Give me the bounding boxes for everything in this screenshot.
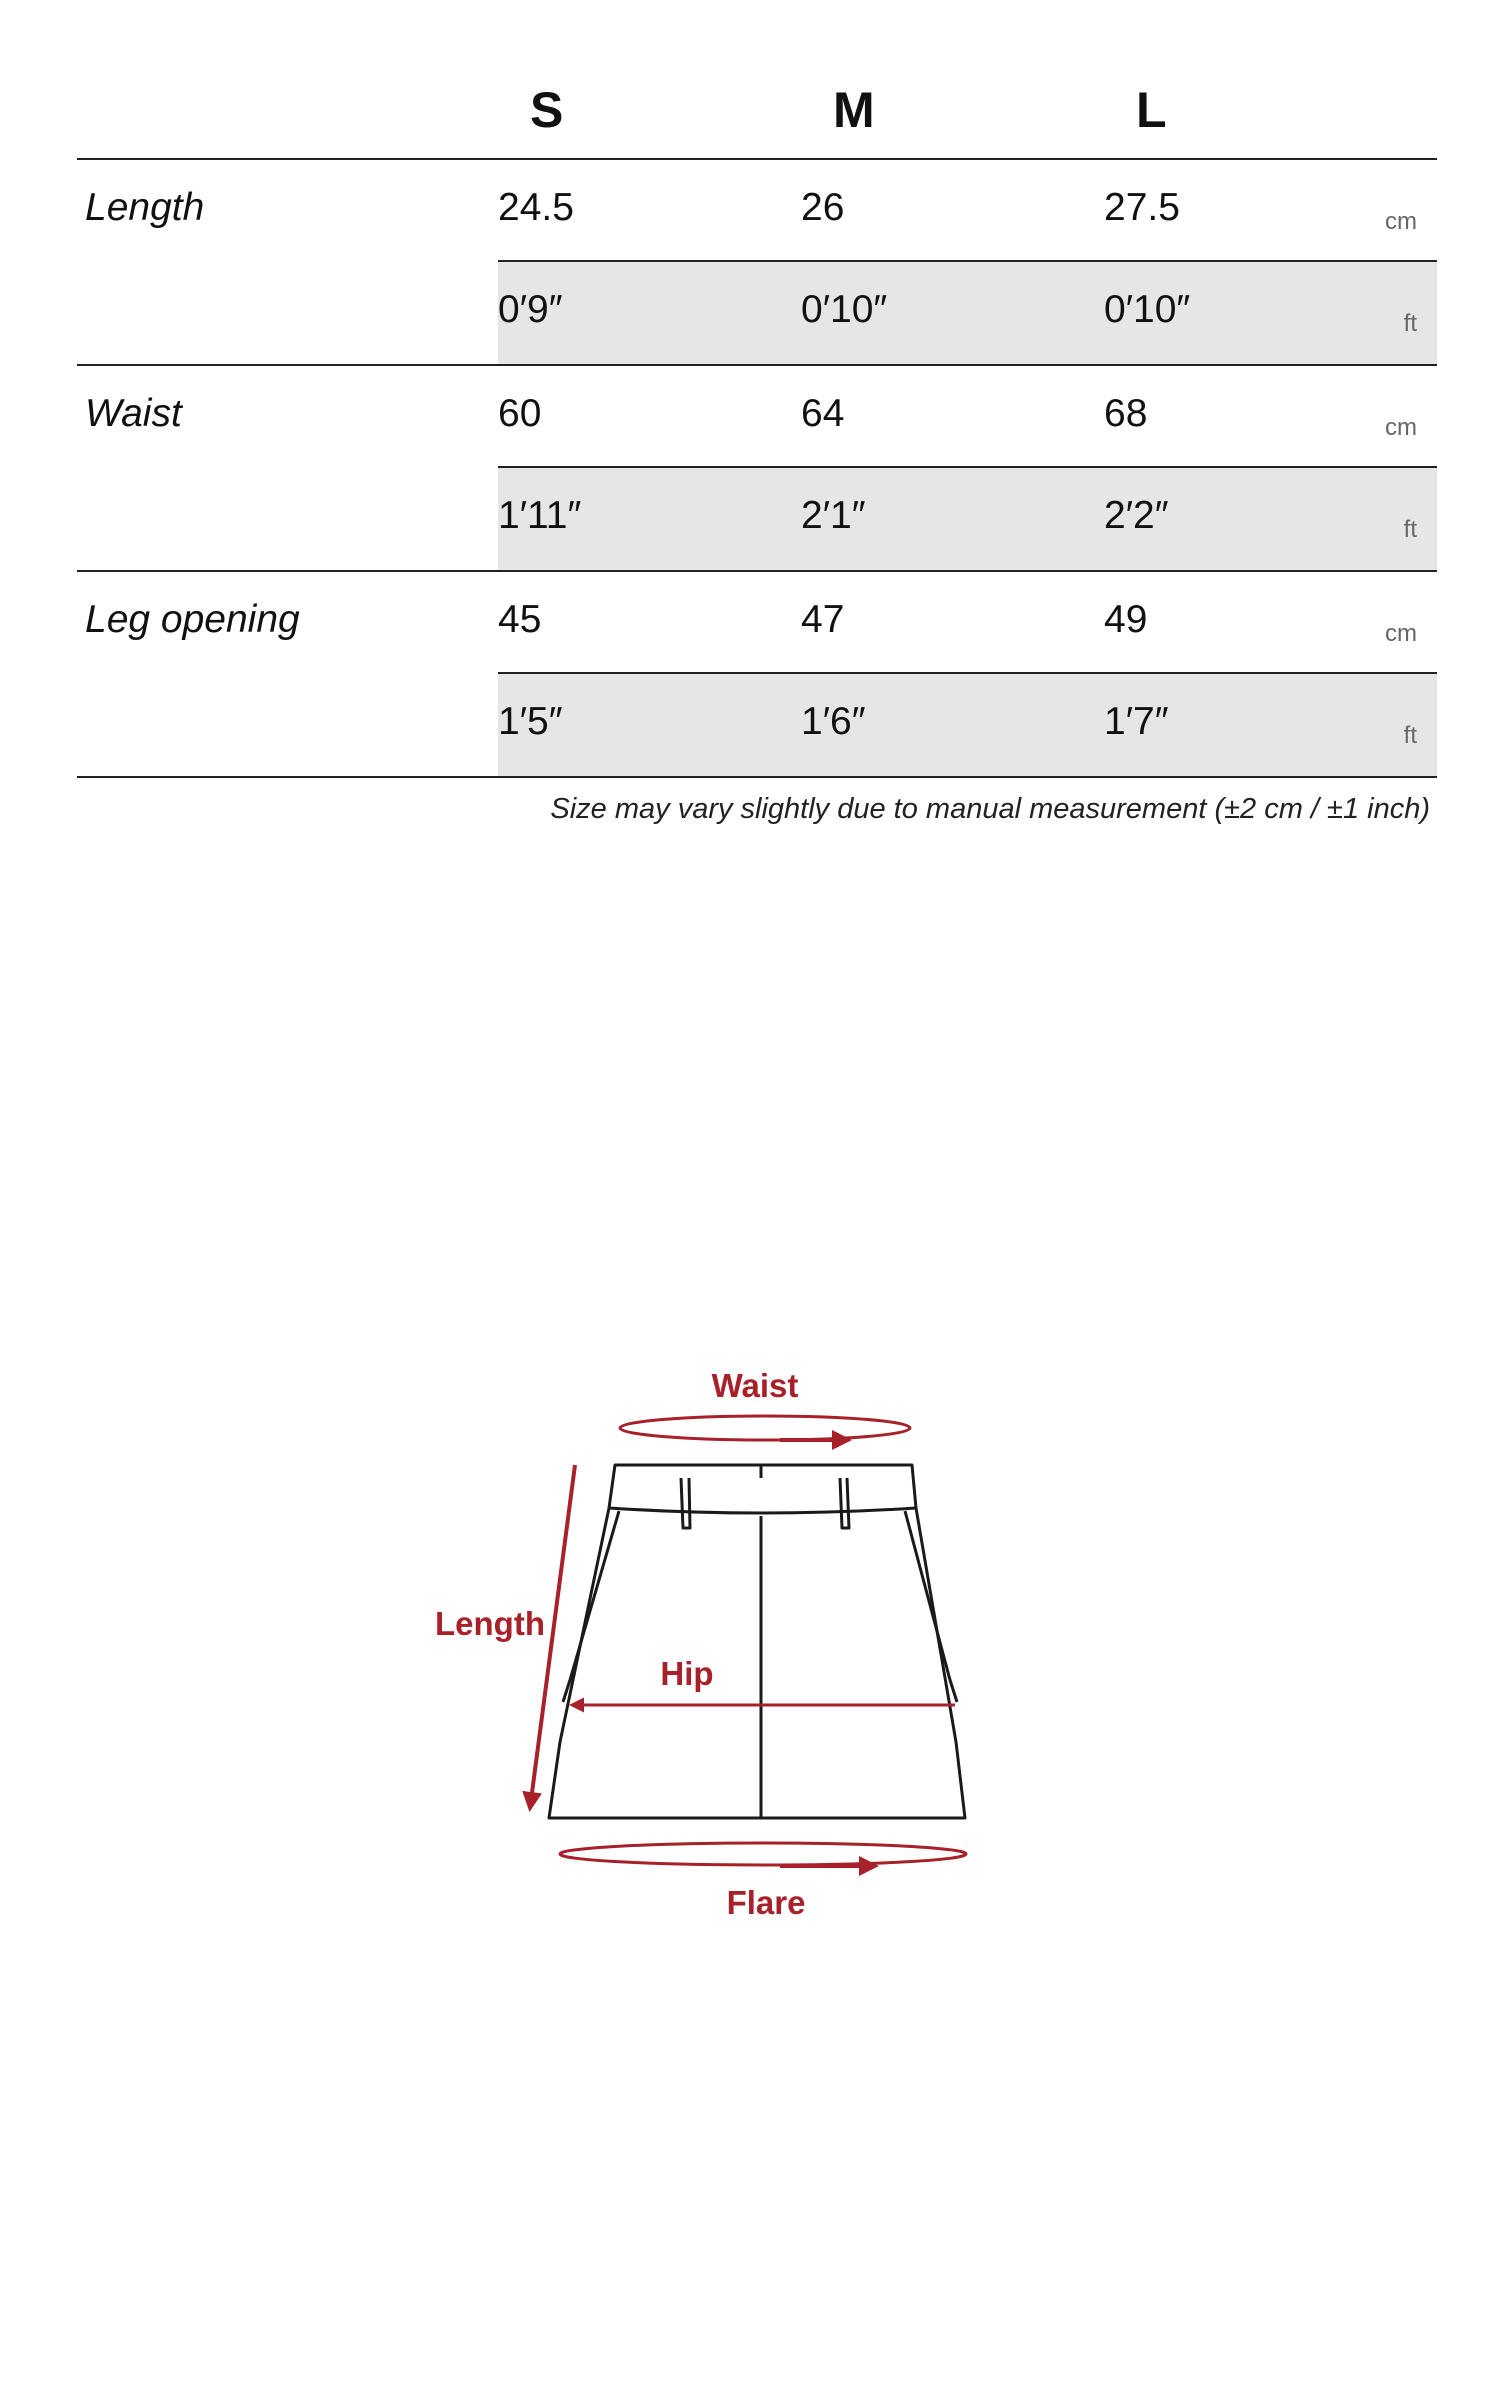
flare-loop — [560, 1843, 966, 1865]
length-label: Length — [435, 1605, 545, 1642]
value-cell: 0′9″ — [498, 288, 563, 331]
hip-label: Hip — [660, 1655, 714, 1692]
length-measure — [435, 1465, 575, 1808]
cm-row — [498, 160, 1437, 262]
skirt-measurement-diagram — [400, 1330, 1020, 1950]
waist-measure — [620, 1367, 910, 1440]
waist-label: Waist — [711, 1367, 799, 1404]
size-header-m: M — [833, 82, 875, 138]
value-cell: 68 — [1104, 392, 1148, 435]
value-cell: 26 — [801, 186, 845, 229]
measurement-label: Waist — [85, 392, 182, 435]
unit-ft: ft — [1403, 722, 1417, 749]
value-cell: 2′1″ — [801, 494, 866, 537]
value-cell: 1′5″ — [498, 700, 563, 743]
cm-row — [498, 366, 1437, 468]
value-cell: 0′10″ — [801, 288, 888, 331]
measurement-group-length — [77, 160, 1437, 366]
value-cell: 47 — [801, 598, 845, 641]
pocket-right — [905, 1511, 957, 1702]
value-cell: 1′7″ — [1104, 700, 1169, 743]
skirt-body — [549, 1508, 965, 1818]
value-cell: 45 — [498, 598, 542, 641]
waist-loop — [620, 1416, 910, 1440]
unit-ft: ft — [1403, 310, 1417, 337]
hip-measure — [572, 1655, 955, 1705]
value-cell: 0′10″ — [1104, 288, 1191, 331]
size-header-l: L — [1136, 82, 1167, 138]
unit-cm: cm — [1385, 208, 1417, 235]
measurement-group-waist — [77, 366, 1437, 572]
measurement-label: Leg opening — [85, 598, 300, 641]
value-cell: 27.5 — [1104, 186, 1180, 229]
size-header-s: S — [530, 82, 564, 138]
flare-label: Flare — [726, 1884, 806, 1921]
cm-row — [498, 572, 1437, 674]
skirt-outline — [549, 1465, 965, 1818]
measurement-note: Size may vary slightly due to manual measurement (±2 cm / ±1 inch) — [550, 793, 1430, 825]
ft-row — [498, 674, 1437, 776]
value-cell: 49 — [1104, 598, 1148, 641]
ft-row — [498, 262, 1437, 364]
unit-ft: ft — [1403, 516, 1417, 543]
size-header-row — [77, 55, 1437, 160]
size-chart-table — [77, 55, 1437, 778]
value-cell: 24.5 — [498, 186, 574, 229]
value-cell: 64 — [801, 392, 845, 435]
flare-measure — [560, 1843, 966, 1921]
measurement-group-leg-opening — [77, 572, 1437, 778]
belt-loop-right — [840, 1478, 849, 1528]
ft-row — [498, 468, 1437, 570]
unit-cm: cm — [1385, 620, 1417, 647]
pocket-left — [563, 1511, 619, 1702]
unit-cm: cm — [1385, 414, 1417, 441]
measurement-label: Length — [85, 186, 205, 229]
value-cell: 60 — [498, 392, 542, 435]
value-cell: 1′11″ — [498, 494, 582, 537]
value-cell: 2′2″ — [1104, 494, 1169, 537]
belt-loop-left — [681, 1478, 690, 1528]
value-cell: 1′6″ — [801, 700, 866, 743]
